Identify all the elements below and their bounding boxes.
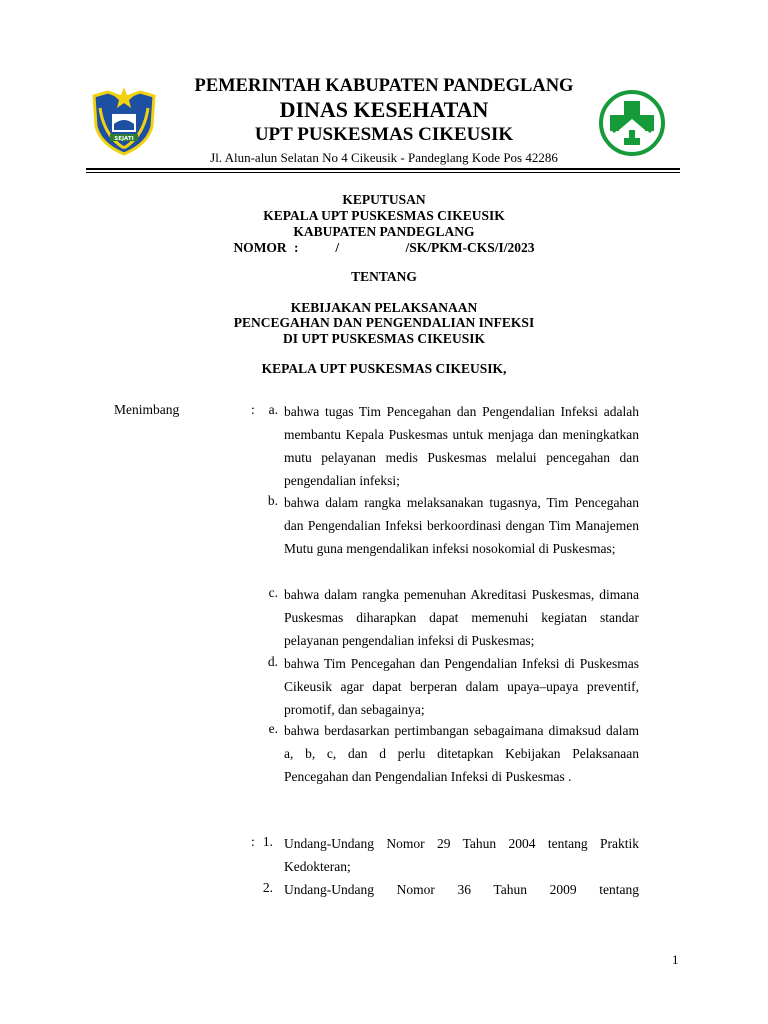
menimbang-marker-b: b. (267, 493, 278, 508)
menimbang-marker-c: c. (268, 585, 278, 600)
letterhead-rule-thin (86, 172, 680, 173)
mengingat-marker-1: 1. (262, 834, 273, 849)
mengingat-item-2: Undang-Undang Nomor 36 Tahun 2009 tentang (284, 882, 639, 897)
menimbang-item-b: bahwa dalam rangka melaksanakan tugasnya, Tim Pencegahan dan Pengendalian Infeksi berkoordinasi dengan Tim Manajemen Mutu guna mengendalikan infeksi nosokomial di Puskesmas; (284, 495, 639, 556)
doc-tentang: TENTANG (351, 269, 417, 284)
letterhead-address: Jl. Alun-alun Selatan No 4 Cikeusik - Pandeglang Kode Pos 42286 (210, 150, 558, 165)
letterhead-government: PEMERINTAH KABUPATEN PANDEGLANG (194, 76, 574, 96)
letterhead-department: DINAS KESEHATAN (279, 97, 489, 122)
doc-subject-line1: KEBIJAKAN PELAKSANAAN (290, 300, 478, 315)
letterhead (0, 0, 768, 175)
mengingat-marker-2: 2. (262, 880, 273, 895)
emblem-motto: SEJATI (114, 136, 134, 142)
mengingat-colon: : (251, 834, 255, 849)
menimbang-colon: : (251, 402, 255, 417)
doc-number: NOMOR : / /SK/PKM-CKS/I/2023 (233, 240, 535, 255)
doc-issuer: KEPALA UPT PUSKESMAS CIKEUSIK (263, 208, 505, 223)
doc-type: KEPUTUSAN (342, 192, 426, 207)
menimbang-marker-d: d. (267, 654, 278, 669)
doc-region: KABUPATEN PANDEGLANG (293, 224, 475, 239)
letterhead-unit: UPT PUSKESMAS CIKEUSIK (254, 124, 514, 145)
doc-subject-line2: PENCEGAHAN DAN PENGENDALIAN INFEKSI (233, 315, 535, 330)
menimbang-item-e: bahwa berdasarkan pertimbangan sebagaimana dimaksud dalam a, b, c, dan d perlu ditetapkan Kebijakan Pelaksanaan Pencegahan dan Pengendalian Infeksi di Puskesmas . (284, 723, 639, 784)
page-number: 1 (672, 952, 679, 967)
mengingat-item-1: Undang-Undang Nomor 29 Tahun 2004 tentang Praktik Kedokteran; (284, 836, 639, 874)
menimbang-item-a: bahwa tugas Tim Pencegahan dan Pengendalian Infeksi adalah membantu Kepala Puskesmas untuk menjaga dan meningkatkan mutu pelayanan medis Puskesmas melalui pencegahan dan pengendalian infeksi; (284, 404, 639, 488)
letterhead-rule-thick (86, 168, 680, 170)
menimbang-item-d: bahwa Tim Pencegahan dan Pengendalian Infeksi di Puskesmas Cikeusik agar dapat berperan dalam upaya–upaya preventif, promotif, dan sebagainya; (284, 656, 639, 717)
menimbang-marker-a: a. (268, 402, 278, 417)
puskesmas-logo-icon (599, 90, 665, 156)
menimbang-label: Menimbang (114, 402, 180, 417)
doc-official: KEPALA UPT PUSKESMAS CIKEUSIK, (261, 361, 507, 376)
doc-subject-line3: DI UPT PUSKESMAS CIKEUSIK (283, 331, 485, 346)
menimbang-item-c: bahwa dalam rangka pemenuhan Akreditasi Puskesmas, dimana Puskesmas diharapkan dapat memenuhi kegiatan standar pelayanan pengendalian infeksi di Puskesmas; (284, 587, 639, 648)
menimbang-marker-e: e. (268, 721, 278, 736)
